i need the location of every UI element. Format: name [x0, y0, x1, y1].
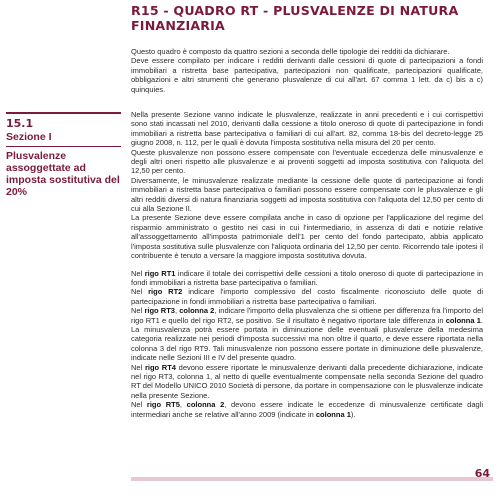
- section-description: Plusvalenze assoggettate ad imposta sostitutiva del 20%: [6, 150, 120, 198]
- rigo-rt3-paragraph: Nel rigo RT3, colonna 2, indicare l'importo della plusvalenza che si ottiene per differenza fra l'importo del rigo RT1 e quello del rigo RT2, se positivo. Se il risultato è negativo riportare tale differenza in colonna 1. La minusvalenza potrà essere portata in diminuzione delle eventuali plusvalenze della medesima categoria realizzate nei periodi d'imposta successivi ma non oltre il quarto, e deve essere riportata nella colonna 3 del rigo RT9. Tali minusvalenze non possono essere portate in diminuzione delle plusvalenze, indicate nelle Sezioni III e IV del presente quadro.: [131, 306, 484, 363]
- section-name: Sezione I: [6, 131, 52, 143]
- rigo-rt3-col2: colonna 2: [179, 306, 215, 316]
- rigo-rt5-paragraph: Nel rigo RT5, colonna 2, devono essere indicate le eccedenze di minusvalenze certificate dagli intermediari anche se relative all'anno 2009 (indicate in colonna 1).: [131, 400, 484, 419]
- rigo-rt3-text-b: . La minusvalenza potrà essere portata in diminuzione delle eventuali plusvalenze della medesima categoria realizzate nei periodi d'imposta successivi ma non oltre il quarto, e deve essere riportata nella colonna 3 del rigo RT9. Tali minusvalenze non possono essere portate in diminuzione delle plusvalenze, indicate nelle Sezioni III e IV del presente quadro.: [131, 315, 483, 363]
- page-number: 64: [474, 467, 490, 480]
- rigo-rt5-text-a: , devono essere indicate le eccedenze di minusvalenze certificate dagli intermediari anche se relative all'anno 2009 (indicate in: [131, 400, 484, 419]
- rigo-rt5-text-b: ).: [350, 409, 356, 419]
- page-title: R15 - QUADRO RT - PLUSVALENZE DI NATURA FINANZIARIA: [131, 3, 459, 33]
- rigo-rt1-text: indicare il totale dei corrispettivi delle cessioni a titolo oneroso di quote di partecipazione in fondi immobiliari a ristretta base partecipativa o familiari.: [131, 268, 484, 287]
- nel-word: Nel: [131, 400, 147, 410]
- intro-paragraph-2: Deve essere compilato per indicare i redditi derivanti dalle cessioni di quote di partecipazioni a fondi immobiliari a ristretta base partecipativa, partecipazioni non qualificate, partecipazioni qualificate, obbligazioni e altri strumenti che generano plusvalenze di cui all'art. 67 comma 1 lett. da c) bis a c) quinquies.: [131, 56, 483, 94]
- rigo-rt2-label: rigo RT2: [148, 287, 183, 297]
- rigo-rt4-text: devono essere riportate le minusvalenze derivanti dalla precedente dichiarazione, indicate nel rigo RT3, colonna 1, al netto di quelle eventualmente compensate nella seconda Sezione del quadro RT del Modello UNICO 2010 Società di persone, da portare in compensazione con le plusvalenze indicate nella presente Sezione.: [131, 362, 484, 400]
- body-paragraph-3: Diversamente, le minusvalenze realizzate mediante la cessione delle quote di partecipazione ai fondi immobiliari a ristretta base partecipativa o familiari possono essere compensate con le plusvalenze e gli altri redditi diversi di natura finanziaria soggetti ad imposta sostitutiva con l'aliquota del 12,50 per cento di cui alla Sezione II.: [131, 175, 483, 214]
- rigo-rt1-label: rigo RT1: [144, 268, 176, 278]
- body-paragraph-4: La presente Sezione deve essere compilata anche in caso di opzione per l'applicazione del regime del risparmio amministrato o gestito nei casi in cui l'intermediario, in assenza di dati e notizie relative all'assoggettamento all'imposta patrimoniale dell'1 per cento del fondo partecipato, abbia applicato l'imposta sostitutiva sulle plusvalenze con l'aliquota ordinaria del 12,50 per cento. Ricorrendo tale ipotesi il contribuente è tenuto a versare la maggiore imposta sostitutiva dovuta.: [131, 213, 483, 261]
- section-number: 15.1: [6, 117, 34, 130]
- nel-word: Nel: [131, 362, 145, 372]
- paragraph-gap: [131, 261, 483, 269]
- section-sidebar: [6, 112, 121, 198]
- rigo-rt4-paragraph: [131, 363, 483, 401]
- body-paragraph-2: Queste plusvalenze non possono essere compensate con l'eventuale eccedenza delle minusvalenze e degli altri oneri rispetto alle plusvalenze e ai proventi soggetti ad imposta sostitutiva con l'aliquota del 12,50 per cento.: [131, 147, 483, 176]
- sidebar-top-rule: [6, 112, 121, 114]
- rigo-rt2-paragraph: [131, 287, 483, 306]
- rigo-rt4-label: rigo RT4: [144, 362, 176, 372]
- nel-word: Nel: [131, 268, 145, 278]
- nel-word: Nel: [131, 306, 145, 316]
- rigo-rt3-col1: colonna 1: [445, 315, 481, 325]
- footer-bar: [131, 477, 493, 481]
- rigo-rt2-text: indicare l'importo complessivo del costo fiscalmente riconosciuto delle quote di partecipazione in fondi immobiliari a ristretta base partecipativa o familiari.: [131, 287, 483, 306]
- intro-paragraph-1: Questo quadro è composto da quattro sezioni a seconda delle tipologie dei redditi da dichiarare.: [131, 47, 450, 56]
- intro-text: [131, 47, 483, 94]
- rigo-rt3-label: rigo RT3: [144, 306, 175, 316]
- section-body: [131, 110, 483, 419]
- rigo-rt3-text-a: , indicare l'importo della plusvalenza che si ottiene per differenza fra l'importo del rigo RT1 e quello del rigo RT2, se positivo. Se il risultato è negativo riportare tale differenza in: [131, 306, 484, 325]
- rigo-rt5-label: rigo RT5: [146, 400, 180, 410]
- body-paragraph-1: Nella presente Sezione vanno indicate le plusvalenze, realizzate in anni precedenti e i cui corrispettivi sono stati incassati nel 2010, derivanti dalla cessione a titolo oneroso di quote di partecipazione in fondi immobiliari a ristretta base partecipativa o familiari di cui all'art. 82, comma 18-bis del decreto-legge 25 giugno 2008, n. 112, per le quali è dovuta l'imposta sostitutiva nella misura del 20 per cento.: [131, 110, 483, 148]
- rigo-rt5-col1: colonna 1: [315, 409, 351, 419]
- sidebar-divider: [6, 146, 121, 147]
- rigo-rt1-paragraph: [131, 269, 483, 288]
- rigo-rt5-col2: colonna 2: [186, 400, 225, 410]
- nel-word: Nel: [131, 287, 149, 297]
